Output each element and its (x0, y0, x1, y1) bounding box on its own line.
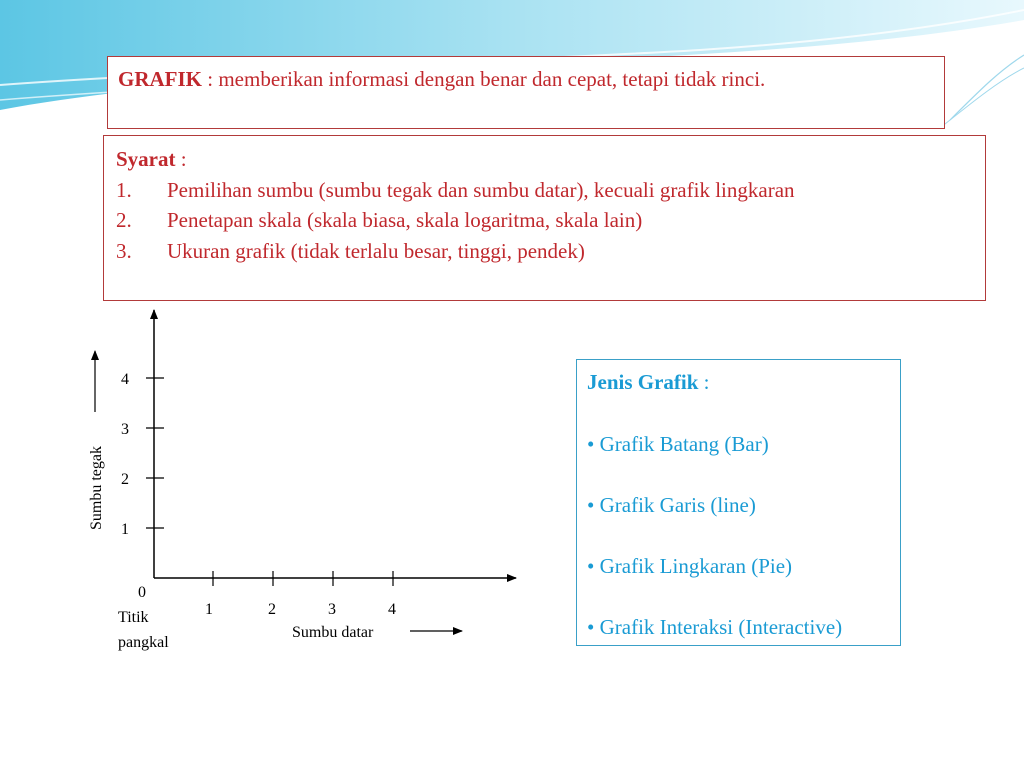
x-tick-label: 1 (205, 601, 213, 618)
y-axis-label: Sumbu tegak (88, 446, 105, 530)
syarat-title: Syarat (116, 147, 176, 171)
list-item: • Grafik Batang (Bar) (587, 432, 769, 456)
x-tick-label: 2 (268, 601, 276, 618)
grafik-definition: : memberikan informasi dengan benar dan cepat, tetapi tidak rinci. (202, 67, 766, 91)
y-tick-label: 3 (121, 421, 129, 438)
y-tick-label: 2 (121, 471, 129, 488)
list-text: Pemilihan sumbu (sumbu tegak dan sumbu datar), kecuali grafik lingkaran (167, 177, 795, 202)
y-tick-label: 1 (121, 521, 129, 538)
y-tick-label: 4 (121, 371, 129, 388)
list-text: Penetapan skala (skala biasa, skala logaritma, skala lain) (167, 208, 643, 232)
list-item: • Grafik Interaksi (Interactive) (587, 615, 843, 639)
jenis-grafik-box (576, 359, 901, 646)
jenis-colon: : (698, 370, 710, 394)
x-tick-label: 3 (328, 601, 336, 618)
x-tick-label: 4 (388, 601, 396, 618)
jenis-title: Jenis Grafik (587, 370, 699, 394)
list-item: • Grafik Garis (line) (587, 493, 756, 517)
list-number: 3. (116, 238, 132, 263)
jenis-heading (587, 368, 890, 396)
grafik-term: GRAFIK (118, 67, 202, 91)
syarat-colon: : (175, 147, 187, 171)
origin-label: 0 (138, 584, 146, 601)
origin-caption-line2: pangkal (118, 634, 169, 651)
list-text: Ukuran grafik (tidak terlalu besar, tinggi, pendek) (167, 238, 585, 263)
list-item: • Grafik Lingkaran (Pie) (587, 554, 793, 578)
x-axis-label: Sumbu datar (292, 624, 374, 641)
list-number: 1. (116, 177, 132, 202)
list-number: 2. (116, 208, 132, 232)
origin-caption-line1: Titik (118, 609, 149, 626)
